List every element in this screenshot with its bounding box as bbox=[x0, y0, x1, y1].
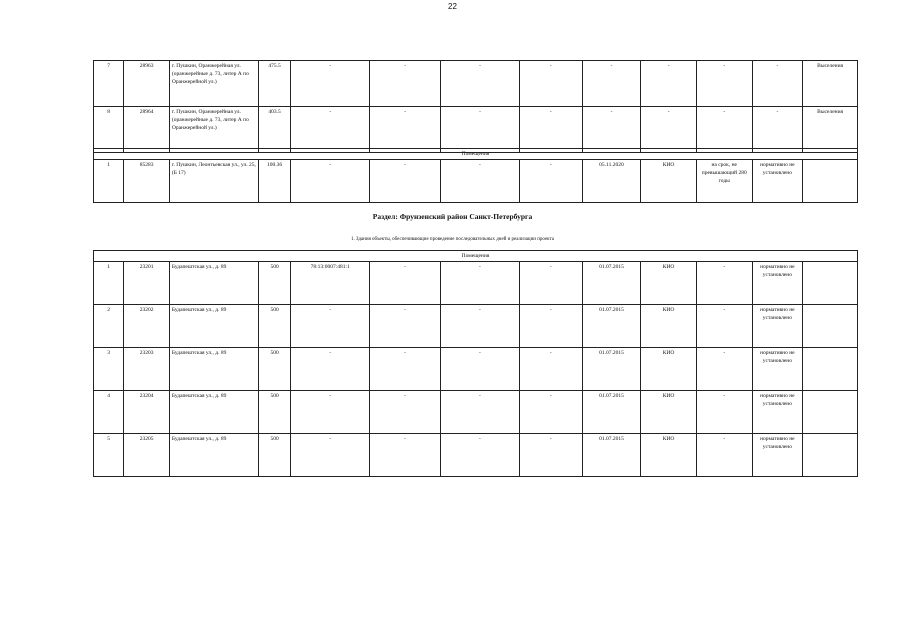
cell-object-id: 23205 bbox=[124, 434, 170, 477]
cell-restrictions: нормативно не установлено bbox=[752, 305, 803, 348]
cell-col-6: - bbox=[370, 61, 441, 107]
cell-col-8: - bbox=[519, 434, 582, 477]
cell-row-number: 1 bbox=[94, 160, 124, 203]
cell-date: 01.07.2015 bbox=[582, 262, 641, 305]
cell-organization: - bbox=[641, 61, 697, 107]
cell-area: 500 bbox=[258, 262, 290, 305]
cell-address: Будапештская ул., д. 89 bbox=[169, 305, 258, 348]
cell-row-number: 5 bbox=[94, 434, 124, 477]
cell-object-id: 23202 bbox=[124, 305, 170, 348]
section-title: Раздел: Фрунзенский район Санкт-Петербурга bbox=[372, 212, 533, 221]
cell-area: 500 bbox=[258, 305, 290, 348]
cell-note bbox=[803, 305, 858, 348]
cell-area: 500 bbox=[258, 391, 290, 434]
cell-col-8: - bbox=[519, 262, 582, 305]
table-row bbox=[94, 434, 858, 477]
cell-col-8: - bbox=[519, 391, 582, 434]
cell-col-8: - bbox=[519, 348, 582, 391]
cell-area: 475.5 bbox=[258, 61, 290, 107]
cell-col-7: - bbox=[440, 391, 519, 434]
cell-note bbox=[803, 262, 858, 305]
cell-date: - bbox=[582, 61, 641, 107]
cell-col-8: - bbox=[519, 61, 582, 107]
cell-restrictions: нормативно не установлено bbox=[752, 434, 803, 477]
cell-organization: КИО bbox=[641, 391, 697, 434]
cell-term: - bbox=[696, 391, 752, 434]
cell-col-6: - bbox=[370, 434, 441, 477]
cell-cadastral-number: - bbox=[291, 434, 370, 477]
cell-term: - bbox=[697, 61, 753, 107]
cell-col-8: - bbox=[519, 160, 582, 203]
table-row bbox=[94, 305, 858, 348]
cell-object-id: 28964 bbox=[124, 107, 170, 153]
cell-col-6: - bbox=[370, 160, 441, 203]
cell-address: г. Пушкин, Леонтьевская ул., ул. 25, (Б 17) bbox=[169, 160, 258, 203]
cell-term: - bbox=[696, 305, 752, 348]
cell-col-7: - bbox=[440, 262, 519, 305]
cell-note bbox=[803, 348, 858, 391]
cell-restrictions: нормативно не установлено bbox=[752, 262, 803, 305]
section-label: Помещения bbox=[94, 149, 858, 160]
cell-cadastral-number: - bbox=[291, 305, 370, 348]
cell-date: 01.07.2015 bbox=[582, 434, 641, 477]
cell-row-number: 7 bbox=[94, 61, 124, 107]
cell-restrictions: нормативно не установлено bbox=[752, 348, 803, 391]
cell-term: на срок, не превышающий 280 годы bbox=[696, 160, 752, 203]
table-body bbox=[94, 61, 858, 153]
cell-note bbox=[803, 391, 858, 434]
table-row bbox=[94, 107, 858, 153]
cell-row-number: 8 bbox=[94, 107, 124, 153]
cell-col-8: - bbox=[519, 107, 582, 153]
cell-object-id: 85283 bbox=[124, 160, 170, 203]
cell-area: 500 bbox=[258, 348, 290, 391]
section-row bbox=[94, 149, 858, 160]
table-body bbox=[94, 149, 858, 203]
cell-cadastral-number: - bbox=[291, 61, 370, 107]
cell-row-number: 3 bbox=[94, 348, 124, 391]
cell-note bbox=[803, 160, 858, 203]
cell-note bbox=[803, 434, 858, 477]
cell-area: 100.36 bbox=[258, 160, 290, 203]
cell-organization: КИО bbox=[641, 305, 697, 348]
cell-cadastral-number: - bbox=[291, 160, 370, 203]
cell-organization: - bbox=[641, 107, 697, 153]
cell-col-7: - bbox=[440, 160, 519, 203]
cell-col-7: - bbox=[440, 434, 519, 477]
registry-table-mid bbox=[93, 148, 858, 203]
cell-address: Будапештская ул., д. 89 bbox=[169, 348, 258, 391]
cell-term: - bbox=[696, 262, 752, 305]
cell-date: 01.07.2015 bbox=[582, 348, 641, 391]
cell-address: г. Пушкин, Оранжерейная ул. (оранжерейные д. 73, литер А по Оранжерейной ул.) bbox=[169, 61, 258, 107]
registry-table-top bbox=[93, 60, 858, 153]
cell-date: - bbox=[582, 107, 641, 153]
cell-cadastral-number: - bbox=[291, 107, 370, 153]
cell-note: Выселения bbox=[803, 61, 858, 107]
cell-col-7: - bbox=[440, 305, 519, 348]
cell-restrictions: - bbox=[752, 61, 803, 107]
cell-term: - bbox=[696, 434, 752, 477]
cell-date: 05.11.2020 bbox=[582, 160, 641, 203]
cell-note: Выселения bbox=[803, 107, 858, 153]
section-row bbox=[94, 251, 858, 262]
table-row bbox=[94, 160, 858, 203]
cell-cadastral-number: 78:13:0007:481:1 bbox=[291, 262, 370, 305]
cell-date: 01.07.2015 bbox=[582, 305, 641, 348]
cell-col-6: - bbox=[370, 262, 441, 305]
cell-col-7: - bbox=[440, 348, 519, 391]
section-subtitle: 1. Здания объекты, обеспечивающие проведение последовательных дней и реализации проекта bbox=[351, 237, 554, 242]
table-row bbox=[94, 61, 858, 107]
cell-organization: КИО bbox=[641, 160, 697, 203]
cell-object-id: 23204 bbox=[124, 391, 170, 434]
cell-col-8: - bbox=[519, 305, 582, 348]
page-number: 22 bbox=[448, 2, 457, 11]
cell-row-number: 4 bbox=[94, 391, 124, 434]
cell-col-7: - bbox=[441, 61, 520, 107]
cell-area: 500 bbox=[258, 434, 290, 477]
table-row bbox=[94, 348, 858, 391]
section-label: Помещения bbox=[94, 251, 858, 262]
table-row bbox=[94, 391, 858, 434]
cell-restrictions: нормативно не установлено bbox=[752, 391, 803, 434]
cell-restrictions: - bbox=[752, 107, 803, 153]
cell-row-number: 2 bbox=[94, 305, 124, 348]
cell-term: - bbox=[696, 348, 752, 391]
cell-restrictions: нормативно не установлено bbox=[752, 160, 803, 203]
cell-organization: КИО bbox=[641, 348, 697, 391]
cell-address: Будапештская ул., д. 89 bbox=[169, 262, 258, 305]
cell-row-number: 1 bbox=[94, 262, 124, 305]
cell-cadastral-number: - bbox=[291, 348, 370, 391]
cell-address: Будапештская ул., д. 89 bbox=[169, 391, 258, 434]
cell-object-id: 28963 bbox=[124, 61, 170, 107]
cell-col-6: - bbox=[370, 107, 441, 153]
cell-col-7: - bbox=[441, 107, 520, 153]
cell-col-6: - bbox=[370, 305, 441, 348]
cell-object-id: 23201 bbox=[124, 262, 170, 305]
cell-date: 01.07.2015 bbox=[582, 391, 641, 434]
registry-table-bottom bbox=[93, 250, 858, 477]
table-body bbox=[94, 251, 858, 477]
cell-address: г. Пушкин, Оранжерейная ул. (оранжерейные д. 73, литер А по Оранжерейной ул.) bbox=[169, 107, 258, 153]
cell-address: Будапештская ул., д. 89 bbox=[169, 434, 258, 477]
table-row bbox=[94, 262, 858, 305]
cell-area: 403.5 bbox=[258, 107, 290, 153]
cell-col-6: - bbox=[370, 391, 441, 434]
cell-term: - bbox=[697, 107, 753, 153]
cell-cadastral-number: - bbox=[291, 391, 370, 434]
cell-col-6: - bbox=[370, 348, 441, 391]
cell-object-id: 23203 bbox=[124, 348, 170, 391]
cell-organization: КИО bbox=[641, 434, 697, 477]
cell-organization: КИО bbox=[641, 262, 697, 305]
